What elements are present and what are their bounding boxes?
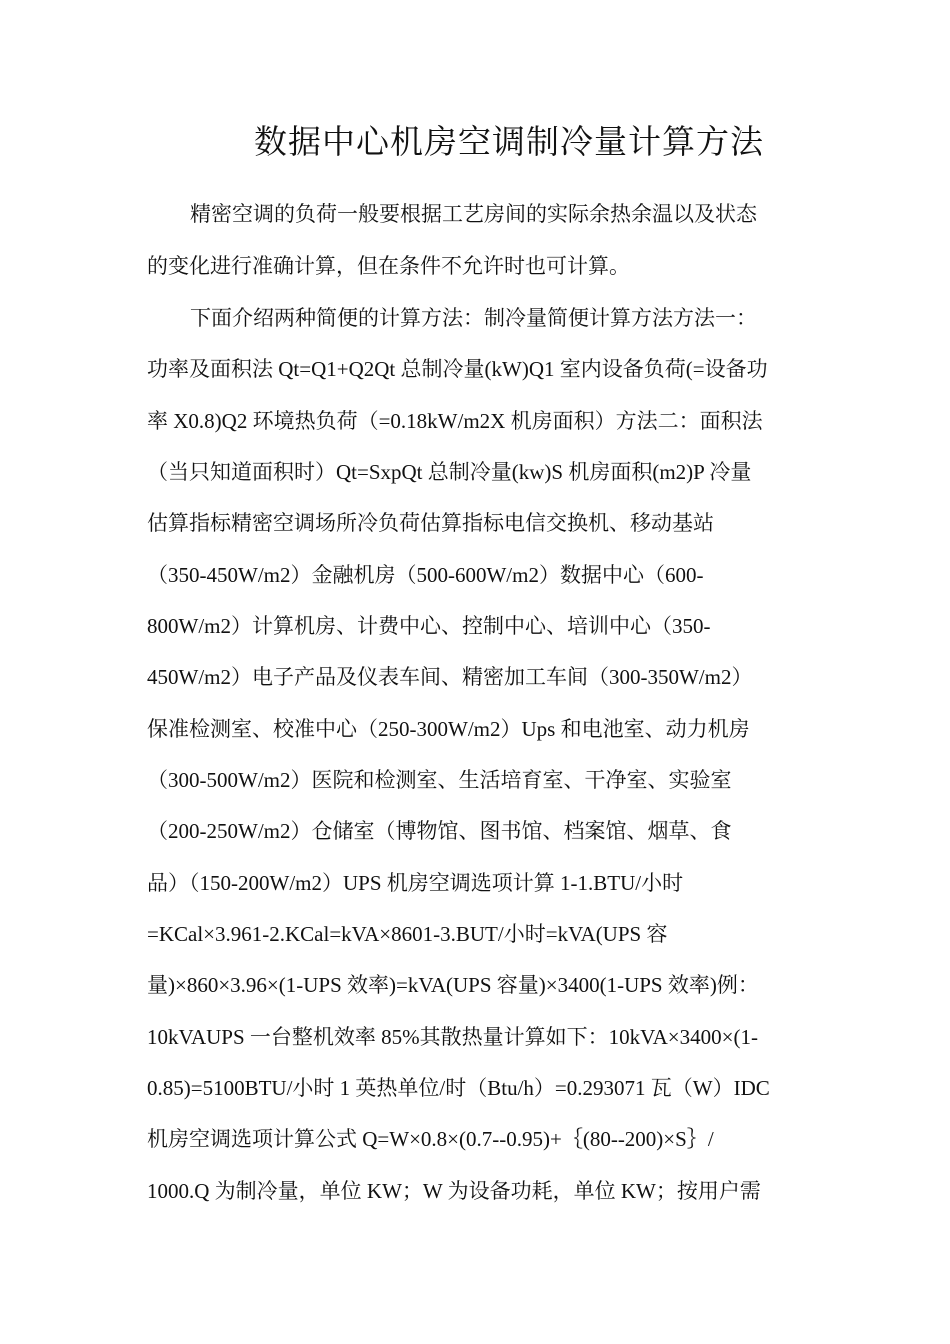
document-title: 数据中心机房空调制冷量计算方法	[254, 125, 764, 161]
paragraph-line: 精密空调的负荷一般要根据工艺房间的实际余热余温以及状态	[190, 202, 757, 226]
paragraph-line: =KCal×3.961-2.KCal=kVA×8601-3.BUT/小时=kVA(UPS 容	[147, 922, 668, 946]
paragraph-line: （300-500W/m2）医院和检测室、生活培育室、干净室、实验室	[147, 768, 732, 792]
paragraph-line: 机房空调选项计算公式 Q=W×0.8×(0.7--0.95)+｛(80--200)×S｝/	[147, 1127, 714, 1151]
paragraph-line: 10kVAUPS 一台整机效率 85%其散热量计算如下：10kVA×3400×(1-	[147, 1025, 758, 1049]
paragraph-line: 的变化进行准确计算，但在条件不允许时也可计算。	[147, 254, 630, 278]
paragraph-line: （350-450W/m2）金融机房（500-600W/m2）数据中心（600-	[147, 563, 704, 587]
paragraph-line: 品）（150-200W/m2）UPS 机房空调选项计算 1-1.BTU/小时	[147, 871, 684, 895]
paragraph-line: 功率及面积法 Qt=Q1+Q2Qt 总制冷量(kW)Q1 室内设备负荷(=设备功	[147, 357, 768, 381]
paragraph-line: 量)×860×3.96×(1-UPS 效率)=kVA(UPS 容量)×3400(1-UPS 效率)例：	[147, 973, 759, 997]
paragraph-line: 1000.Q 为制冷量，单位 KW；W 为设备功耗，单位 KW；按用户需	[147, 1179, 761, 1203]
paragraph-line: 450W/m2）电子产品及仪表车间、精密加工车间（300-350W/m2）	[147, 665, 753, 689]
paragraph-line: 0.85)=5100BTU/小时 1 英热单位/时（Btu/h）=0.293071 瓦（W）IDC	[147, 1076, 770, 1100]
paragraph-line: （200-250W/m2）仓储室（博物馆、图书馆、档案馆、烟草、食	[147, 819, 732, 843]
paragraph-line: 800W/m2）计算机房、计费中心、控制中心、培训中心（350-	[147, 614, 711, 638]
paragraph-line: 保准检测室、校准中心（250-300W/m2）Ups 和电池室、动力机房	[147, 717, 750, 741]
paragraph-line: 估算指标精密空调场所冷负荷估算指标电信交换机、移动基站	[147, 511, 714, 535]
paragraph-line: （当只知道面积时）Qt=SxpQt 总制冷量(kw)S 机房面积(m2)P 冷量	[147, 460, 752, 484]
paragraph-line: 率 X0.8)Q2 环境热负荷（=0.18kW/m2X 机房面积）方法二：面积法	[147, 409, 763, 433]
paragraph-line: 下面介绍两种简便的计算方法：制冷量简便计算方法方法一：	[190, 306, 757, 330]
